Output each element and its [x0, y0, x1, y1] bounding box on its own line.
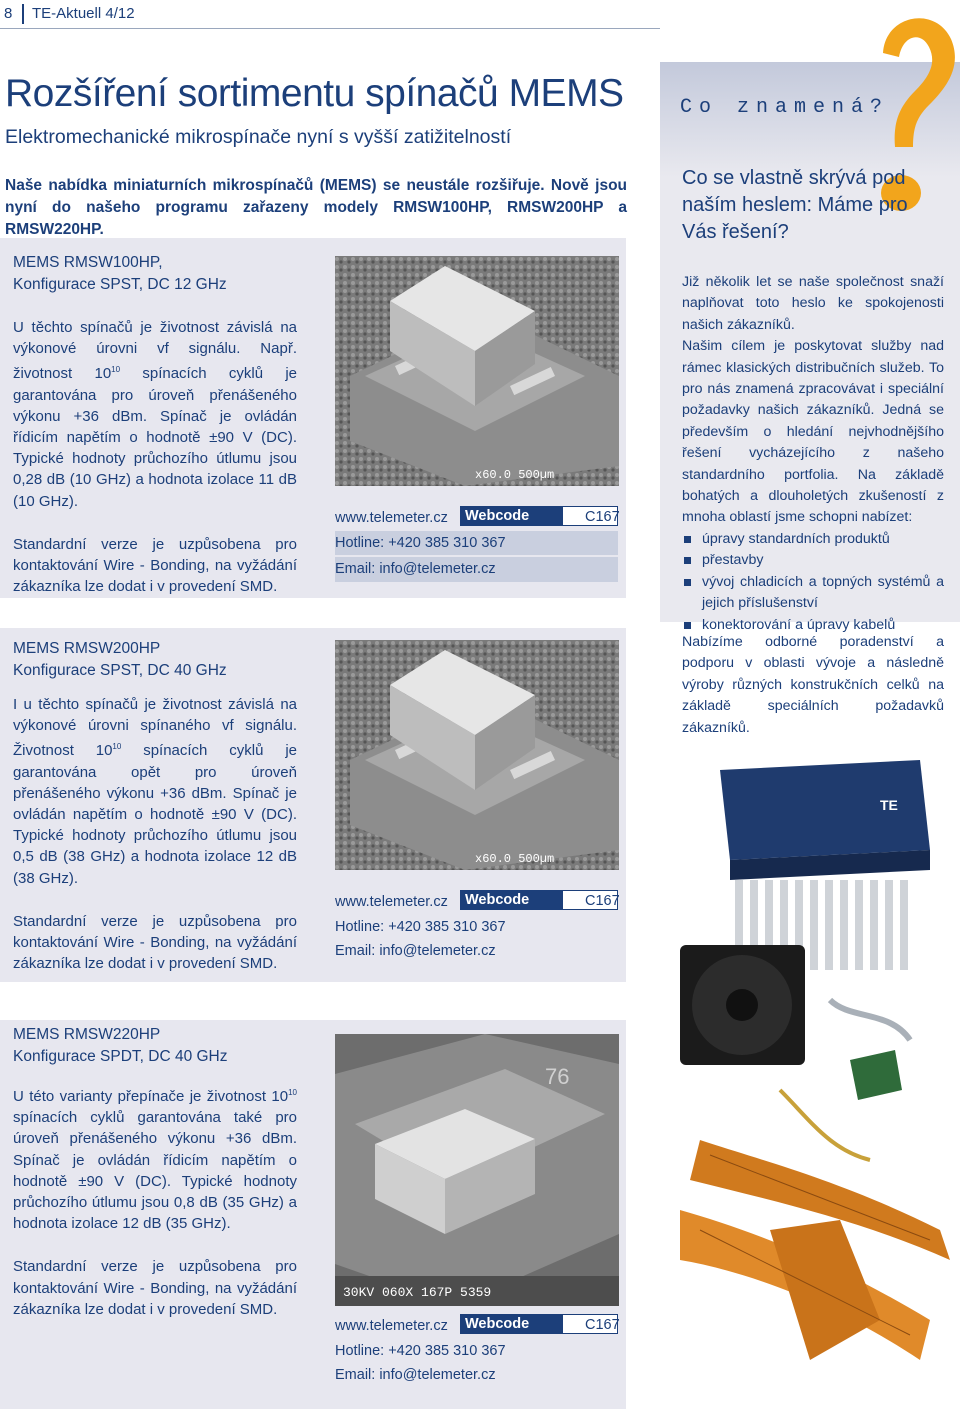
header-divider — [22, 4, 24, 24]
product-photo — [335, 256, 619, 486]
product-title: MEMS RMSW200HP — [13, 640, 161, 657]
contact-block — [335, 1314, 618, 1388]
article-subtitle: Elektromechanické mikrospínače nyní s vyšší zatižitelností — [5, 126, 512, 148]
email-row — [335, 557, 618, 582]
sidebar-body — [682, 272, 944, 636]
sidebar-paragraph-3: Nabízíme odborné poradenství a podporu v oblasti vývoje a následně výroby různých konstrukčních celků na základě speciálních požadavků zákazníků. — [682, 634, 944, 736]
product-standard-note: Standardní verze je uzpůsobena pro kontaktování Wire - Bonding, na vyžádání zákazníka lze dodat i v provedení SMD. — [13, 535, 297, 596]
services-list — [682, 529, 944, 636]
list-item: vývoj chladicích a topných systémů a jejich příslušenství — [682, 572, 944, 615]
contact-block — [335, 506, 618, 582]
webcode-value: C167 — [562, 506, 618, 526]
product-description: U těchto spínačů je životnost závislá na výkonové úrovni vf signálu. Např. životnost $10^{10}$ spínacích cyklů je garantována pro úroveň přenášeného výkonu +36 dBm. Spínač je ovládán řídicím napětím o hodnotě ±90 V (DC). Typické hodnoty průchozího útlumu jsou 0,28 dB (10 GHz) a hodnota izolace 11 dB (10 GHz). — [13, 319, 297, 510]
mems-spdt-micrograph — [335, 1034, 619, 1306]
product-photo — [335, 1034, 619, 1306]
website-link[interactable]: www.telemeter.cz — [335, 894, 448, 910]
email-link[interactable]: Email: info@telemeter.cz — [335, 943, 496, 959]
product-description: I u těchto spínačů je životnost závislá na výkonové úrovni spínaného vf signálu. Životnost $10^{10}$ spínacích cyklů je garantována opět pro úroveň přenášeného výkonu +36 dBm. Spínač je ovládán napětím o hodnotě ±90 V (DC). Typické hodnoty průchozího útlumu jsou 0,5 dB (38 GHz) a hodnota izolace 12 dB (38 GHz). — [13, 696, 297, 887]
product-title: MEMS RMSW100HP, — [13, 254, 163, 271]
mems-switch-micrograph — [335, 256, 619, 486]
mems-switch-micrograph — [335, 640, 619, 870]
product-text — [13, 638, 297, 974]
contact-web-row — [335, 506, 618, 531]
article-title: Rozšíření sortimentu spínačů MEMS — [5, 72, 624, 115]
email-link[interactable]: Email: info@telemeter.cz — [335, 561, 496, 577]
svg-text:30KV 060X 167P 5359: 30KV 060X 167P 5359 — [343, 1285, 492, 1300]
webcode-label: Webcode — [460, 890, 562, 910]
list-item: úpravy standardních produktů — [682, 529, 944, 550]
product-box-rmsw200hp — [0, 628, 626, 982]
email-row — [335, 939, 618, 964]
product-photo — [335, 640, 619, 870]
running-title: TE-Aktuell 4/12 — [32, 5, 135, 22]
product-description: U této varianty přepínače je životnost $10^{10}$ spínacích cyklů garantována také pro úroveň přenášeného výkonu +36 dBm. Spínač je ovládán řídicím napětím o hodnotě ±90 V (DC). Typické hodnoty průchozího útlumu jsou 0,8 dB (35 GHz) a hodnota izolace 12 dB (35 GHz). — [13, 1088, 297, 1233]
webcode-value: C167 — [562, 890, 618, 910]
hotline-row — [335, 531, 618, 556]
product-config: Konfigurace SPDT, DC 40 GHz — [13, 1048, 228, 1065]
sidebar — [660, 0, 960, 1409]
svg-text:x60.0 500µm: x60.0 500µm — [475, 852, 555, 866]
email-row — [335, 1363, 618, 1388]
hotline: Hotline: +420 385 310 367 — [335, 534, 506, 551]
hotline-row — [335, 1339, 618, 1364]
sidebar-question: Co se vlastně skrývá pod naším heslem: Máme pro Vás řešení? — [682, 167, 908, 243]
product-text — [13, 252, 297, 597]
product-config: Konfigurace SPST, DC 40 GHz — [13, 662, 227, 679]
contact-block — [335, 890, 618, 964]
product-box-rmsw220hp — [0, 1020, 626, 1409]
webcode-label: Webcode — [460, 1314, 562, 1334]
list-item: konektorování a úpravy kabelů — [682, 615, 944, 636]
product-box-rmsw100hp — [0, 238, 626, 598]
svg-text:76: 76 — [545, 1064, 570, 1089]
website-link[interactable]: www.telemeter.cz — [335, 510, 448, 526]
list-item: přestavby — [682, 550, 944, 571]
hotline: Hotline: +420 385 310 367 — [335, 918, 506, 935]
webcode-value: C167 — [562, 1314, 618, 1334]
product-title: MEMS RMSW220HP — [13, 1026, 161, 1043]
svg-text:x60.0 500µm: x60.0 500µm — [475, 468, 555, 482]
sidebar-paragraph-2: Našim cílem je poskytovat služby nad rámec klasických distribučních služeb. To pro nás znamená zpracovávat i speciální požadavky našich zákazníků. Jedná se především o hledání nejvhodnějšího řešení vycházejícího z našeho standardního portfolia. Na základě bohatých a dlouholetých zkušeností z mnoha oblastí jsme schopni nabízet: — [682, 338, 944, 526]
products-collage — [680, 760, 960, 1400]
product-config: Konfigurace SPST, DC 12 GHz — [13, 276, 227, 293]
svg-text:TE: TE — [880, 797, 898, 813]
page-number: 8 — [4, 5, 13, 22]
page-header — [0, 0, 660, 28]
product-standard-note: Standardní verze je uzpůsobena pro kontaktování Wire - Bonding, na vyžádání zákazníka lze dodat i v provedení SMD. — [13, 1258, 297, 1318]
hotline: Hotline: +420 385 310 367 — [335, 1342, 506, 1359]
product-standard-note: Standardní verze je uzpůsobena pro kontaktování Wire - Bonding, na vyžádání zákazníka lze dodat i v provedení SMD. — [13, 912, 297, 973]
contact-web-row — [335, 890, 618, 915]
email-link[interactable]: Email: info@telemeter.cz — [335, 1367, 496, 1383]
header-rule — [0, 28, 660, 29]
website-link[interactable]: www.telemeter.cz — [335, 1318, 448, 1334]
hotline-row — [335, 915, 618, 940]
sidebar-paragraph-1: Již několik let se naše společnost snaží naplňovat toto heslo ke spokojenosti našich zákazníků. — [682, 274, 944, 333]
article-intro: Naše nabídka miniaturních mikrospínačů (MEMS) se neustále rozšiřuje. Nově jsou nyní do našeho programu zařazeny modely RMSW100HP, RMSW200HP a RMSW220HP. — [5, 177, 627, 238]
contact-web-row — [335, 1314, 618, 1339]
sidebar-heading: Co znamená? — [680, 96, 890, 119]
webcode-label: Webcode — [460, 506, 562, 526]
product-text — [13, 1024, 297, 1320]
